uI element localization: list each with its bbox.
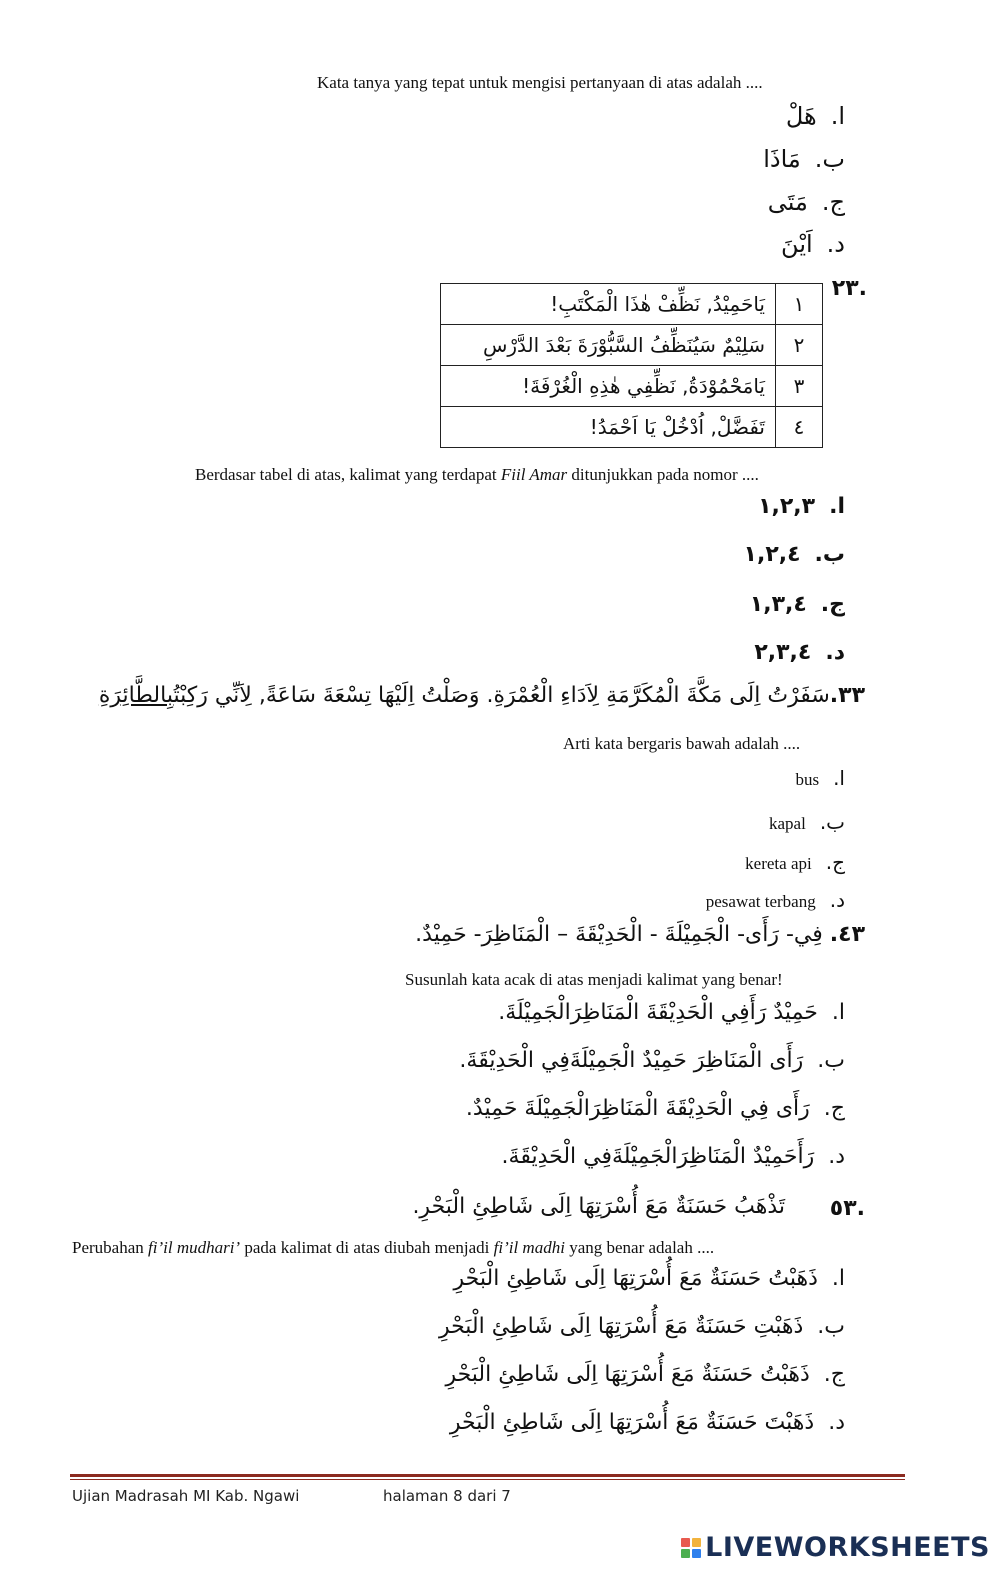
q22-option-d[interactable]	[781, 230, 845, 258]
table-row	[441, 366, 823, 407]
q53-number: .٥٣	[829, 1196, 865, 1221]
option-label: ا.	[830, 102, 845, 130]
q53-option-a[interactable]	[454, 1266, 845, 1291]
liveworksheets-logo[interactable]	[681, 1532, 990, 1563]
option-label: ا.	[831, 1266, 845, 1291]
q53-option-c[interactable]	[445, 1362, 845, 1387]
option-text: ذَهَبْتَ حَسَنَةٌ مَعَ أُسْرَتِهَا اِلَى شَاطِئِ الْبَحْرِ	[449, 1410, 815, 1435]
logo-square	[692, 1538, 701, 1547]
q33-instruction: Arti kata bergaris bawah adalah ....	[563, 734, 801, 753]
option-label: ا.	[833, 766, 845, 790]
instruction-text: Berdasar tabel di atas, kalimat yang terdapat	[195, 465, 501, 484]
q33-sentence	[99, 683, 865, 708]
q23-table	[440, 283, 823, 448]
option-label: ج.	[825, 850, 845, 874]
q22-option-a[interactable]	[786, 102, 845, 130]
option-text: pesawat terbang	[705, 892, 816, 911]
option-text: bus	[795, 770, 820, 789]
instruction-italic: fi’il mudhari’	[148, 1238, 241, 1257]
option-text: kereta api	[745, 854, 812, 873]
option-label: ب.	[817, 1314, 845, 1339]
q43-number: ٤٣.	[829, 922, 865, 947]
footer-page: halaman 8 dari 7	[383, 1487, 511, 1505]
q53-option-b[interactable]	[439, 1314, 845, 1339]
option-text: رَأَى الْمَنَاظِرَ حَمِيْدٌ الْجَمِيْلَةَفِي الْحَدِيْقَةَ.	[459, 1048, 804, 1073]
instruction-text: yang benar adalah ....	[564, 1238, 715, 1257]
footer-divider	[70, 1474, 905, 1477]
option-text: ذَهَبْتِ حَسَنَةٌ مَعَ أُسْرَتِهَا اِلَى شَاطِئِ الْبَحْرِ	[438, 1314, 804, 1339]
option-text: ذَهَبْتُ حَسَنَةٌ مَعَ أُسْرَتِهَا اِلَى شَاطِئِ الْبَحْرِ	[453, 1266, 818, 1291]
q22-option-c[interactable]	[768, 188, 845, 216]
brand-text: LIVEWORKSHEETS	[705, 1532, 990, 1563]
option-text: اَيْنَ	[781, 230, 813, 258]
option-label: ب.	[814, 145, 845, 173]
option-label: د.	[828, 1144, 845, 1169]
q43-option-d[interactable]	[502, 1144, 845, 1169]
table-row	[441, 325, 823, 366]
q23-option-d[interactable]	[754, 640, 845, 665]
sentence-text: سَفَرْتُ اِلَى مَكَّةَ الْمُكَرَّمَةِ لِاَدَاءِ الْعُمْرَةِ. وَصَلْتُ اِلَيْهَا تِسْعَةَ سَاعَةً, لِاَنِّي رَكِبْتُ	[173, 683, 830, 708]
q43-option-b[interactable]	[459, 1048, 845, 1073]
logo-icon	[681, 1538, 701, 1558]
q23-option-c[interactable]	[750, 592, 845, 617]
option-text: مَتَى	[767, 188, 808, 216]
option-label: د.	[829, 888, 845, 912]
q43-option-a[interactable]	[498, 1000, 845, 1025]
table-cell-num: ٢	[776, 325, 823, 366]
q33-option-c[interactable]	[745, 850, 845, 874]
q33-option-b[interactable]	[769, 810, 845, 834]
option-label: ا.	[831, 1000, 845, 1025]
option-label: ج.	[823, 1096, 845, 1121]
logo-square	[681, 1549, 690, 1558]
option-text: ١,٢,٤	[743, 542, 801, 567]
table-cell-num: ٣	[776, 366, 823, 407]
table-row	[441, 284, 823, 325]
option-text: رَأَحَمِيْدٌ الْمَنَاظِرَالْجَمِيْلَةَفِي الْحَدِيْقَةَ.	[501, 1144, 815, 1169]
table-cell-text: سَلِيْمٌ سَيُنَظِّفُ السَّبُّوْرَةَ بَعْدَ الدَّرْسِ	[441, 325, 776, 366]
option-label: د.	[828, 1410, 845, 1435]
q43-instruction: Susunlah kata acak di atas menjadi kalimat yang benar!	[405, 970, 783, 989]
option-text: مَاذَا	[763, 145, 801, 173]
q23-instruction	[195, 465, 759, 485]
q23-option-a[interactable]	[758, 494, 845, 519]
footer-school: Ujian Madrasah MI Kab. Ngawi	[72, 1487, 300, 1505]
q22-option-b[interactable]	[763, 145, 845, 173]
table-cell-text: تَفَضَّلْ, اُدْخُلْ يَا اَحْمَدُ!	[441, 407, 776, 448]
option-label: ا.	[829, 494, 845, 519]
logo-square	[681, 1538, 690, 1547]
q53-sentence: تَذْهَبُ حَسَنَةٌ مَعَ أُسْرَتِهَا اِلَى شَاطِئِ الْبَحْرِ.	[412, 1194, 785, 1219]
q23-number: .٢٣	[831, 276, 867, 301]
option-label: د.	[826, 230, 845, 258]
q53-instruction	[72, 1238, 714, 1258]
option-label: ب.	[814, 542, 845, 567]
logo-square	[692, 1549, 701, 1558]
q43-sentence	[415, 922, 865, 947]
q22-instruction: Kata tanya yang tepat untuk mengisi pertanyaan di atas adalah ....	[317, 73, 763, 92]
underlined-word: بِالطَّائِرَةِ	[98, 683, 174, 708]
option-text: حَمِيْدٌ رَأَفِي الْحَدِيْقَةَ الْمَنَاظِرَالْجَمِيْلَةَ.	[498, 1000, 818, 1025]
q33-number: ٣٣.	[829, 683, 865, 708]
q53-option-d[interactable]	[450, 1410, 845, 1435]
option-text: ١,٢,٣	[758, 494, 816, 519]
table-cell-num: ١	[776, 284, 823, 325]
option-label: ب.	[819, 810, 845, 834]
option-text: رَأَى فِي الْحَدِيْقَةَ الْمَنَاظِرَالْجَمِيْلَةَ حَمِيْدٌ.	[465, 1096, 810, 1121]
option-text: هَلْ	[785, 102, 817, 130]
instruction-text: ditunjukkan pada nomor ....	[567, 465, 759, 484]
option-text: kapal	[768, 814, 806, 833]
option-label: ج.	[823, 1362, 845, 1387]
footer-divider-thin	[70, 1479, 905, 1480]
option-label: ج.	[820, 592, 845, 617]
q23-option-b[interactable]	[744, 542, 845, 567]
option-text: ١,٣,٤	[749, 592, 807, 617]
q33-option-d[interactable]	[706, 888, 845, 912]
instruction-text: pada kalimat di atas diubah menjadi	[240, 1238, 494, 1257]
table-cell-num: ٤	[776, 407, 823, 448]
table-cell-text: يَامَحْمُوْدَةُ, نَظِّفِي هٰذِهِ الْغُرْفَةَ!	[441, 366, 776, 407]
instruction-text: Perubahan	[72, 1238, 149, 1257]
option-label: د.	[825, 640, 845, 665]
q43-option-c[interactable]	[466, 1096, 845, 1121]
table-row	[441, 407, 823, 448]
table-cell-text: يَاحَمِيْدُ, نَظِّفْ هٰذَا الْمَكْتَبِ!	[441, 284, 776, 325]
option-label: ج.	[821, 188, 845, 216]
q33-option-a[interactable]	[795, 766, 845, 790]
instruction-italic: Fiil Amar	[500, 465, 568, 484]
instruction-italic: fi’il madhi	[493, 1238, 565, 1257]
option-label: ب.	[817, 1048, 845, 1073]
option-text: ٢,٣,٤	[754, 640, 812, 665]
sentence-text: فِي- رَأَى- الْجَمِيْلَةَ - الْحَدِيْقَةَ – الْمَنَاظِرَ- حَمِيْدٌ.	[415, 922, 823, 947]
option-text: ذَهَبْتُ حَسَنَةٌ مَعَ أُسْرَتِهَا اِلَى شَاطِئِ الْبَحْرِ	[445, 1362, 810, 1387]
